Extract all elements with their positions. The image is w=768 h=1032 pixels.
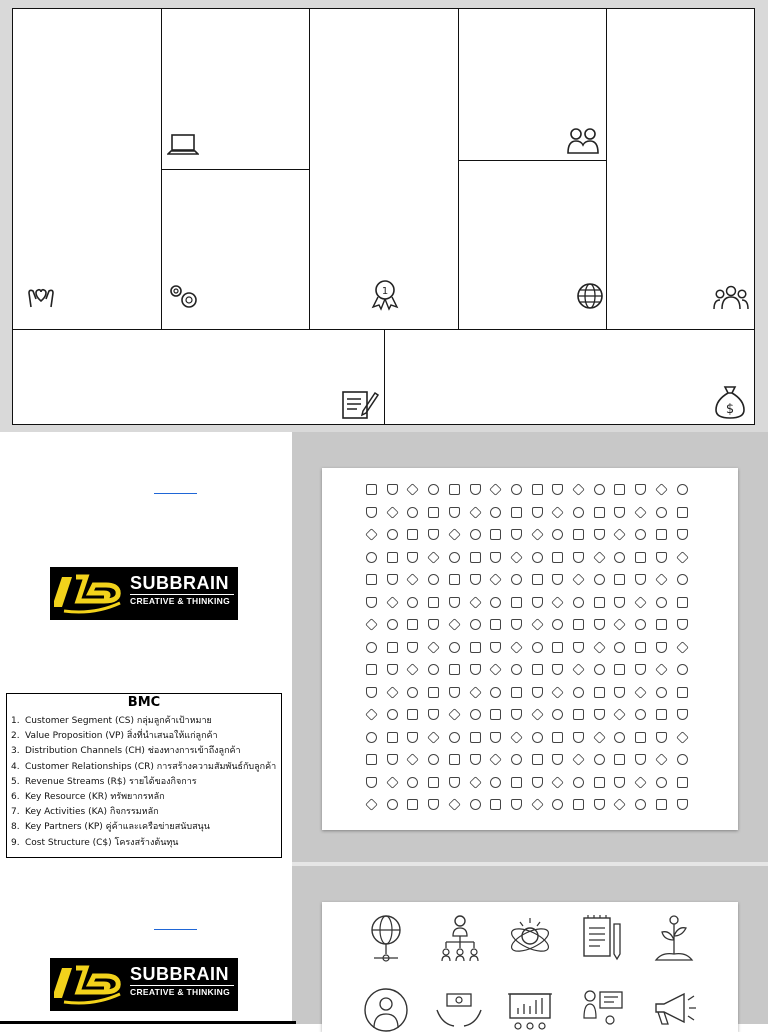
bmc-item-text: Key Resource (KR) ทรัพยากรหลัก: [25, 792, 165, 803]
subbrain-logo-mark-icon-2: [54, 962, 126, 1007]
small-glyph-icon: [532, 777, 543, 788]
people-heart-icon: [566, 127, 600, 155]
bmc-list: [11, 714, 281, 851]
subbrain-logo-2: [50, 958, 238, 1011]
small-glyph-icon: [532, 754, 543, 765]
small-glyph-icon: [490, 597, 501, 608]
small-glyph-icon: [470, 552, 481, 563]
small-glyph-icon: [366, 597, 377, 608]
small-glyph-icon: [594, 799, 605, 810]
small-glyph-icon: [594, 507, 605, 518]
small-glyph-icon: [573, 642, 584, 653]
small-glyph-icon: [449, 754, 460, 765]
document-pen-icon: [341, 389, 379, 421]
businessman-circle-icon: [362, 986, 410, 1032]
small-glyph-icon: [656, 777, 667, 788]
small-glyph-icon: [428, 597, 439, 608]
small-glyph-icon: [449, 507, 460, 518]
small-glyph-icon: [573, 597, 584, 608]
small-glyph-icon: [532, 642, 543, 653]
small-glyph-icon: [677, 777, 688, 788]
small-glyph-icon: [656, 799, 667, 810]
small-glyph-icon: [511, 529, 522, 540]
small-glyph-icon: [407, 732, 418, 743]
small-glyph-icon: [490, 529, 501, 540]
small-glyph-icon: [656, 507, 667, 518]
bmc-legend: [6, 693, 282, 858]
small-glyph-icon: [594, 664, 605, 675]
key-partners-block[interactable]: [12, 8, 162, 330]
small-glyph-icon: [387, 642, 398, 653]
large-icon-sheet-preview: [322, 902, 738, 1032]
small-glyph-icon: [594, 597, 605, 608]
small-glyph-icon: [573, 529, 584, 540]
bmc-item-text: Revenue Streams (R$) รายได้ของกิจการ: [25, 776, 197, 787]
small-glyph-icon: [573, 619, 584, 630]
small-glyph-icon: [614, 687, 625, 698]
small-glyph-icon: [511, 507, 522, 518]
small-glyph-icon: [449, 732, 460, 743]
small-glyph-icon: [470, 664, 481, 675]
bmc-item-number: 2.: [11, 731, 20, 742]
small-glyph-icon: [677, 687, 688, 698]
small-glyph-icon: [511, 799, 522, 810]
small-glyph-icon: [594, 777, 605, 788]
bmc-item-text: Value Proposition (VP) สิ่งที่นำเสนอให้แก่ลูกค้า: [25, 731, 218, 742]
small-glyph-icon: [573, 687, 584, 698]
bmc-item: [11, 744, 281, 759]
logo-brand-text: SUBBRAIN: [130, 573, 230, 593]
small-glyph-icon: [470, 732, 481, 743]
small-glyph-icon: [366, 552, 377, 563]
small-glyph-icon: [470, 529, 481, 540]
small-glyph-icon: [656, 732, 667, 743]
bmc-item-number: 4.: [11, 761, 20, 772]
logo-divider: [130, 594, 234, 595]
small-glyph-icon: [449, 574, 460, 585]
small-glyph-icon: [614, 597, 625, 608]
small-glyph-icon: [387, 709, 398, 720]
growing-plant-icon: [652, 914, 696, 962]
small-glyph-icon: [677, 597, 688, 608]
small-glyph-icon: [449, 484, 460, 495]
small-glyph-icon: [449, 597, 460, 608]
small-glyph-icon: [677, 529, 688, 540]
small-glyph-icon: [532, 552, 543, 563]
value-proposition-block[interactable]: [309, 8, 459, 330]
small-glyph-icon: [366, 574, 377, 585]
small-glyph-icon: [677, 754, 688, 765]
small-glyph-icon: [387, 732, 398, 743]
bmc-item: [11, 729, 281, 744]
bmc-item-text: Distribution Channels (CH) ช่องทางการเข้าถึงลูกค้า: [25, 746, 241, 757]
bmc-item-text: Key Activities (KA) กิจกรรมหลัก: [25, 807, 159, 818]
small-glyph-icon: [656, 709, 667, 720]
small-glyph-icon: [532, 664, 543, 675]
logo-tagline-text-2: CREATIVE & THINKING: [130, 987, 230, 997]
bmc-item: [11, 714, 281, 729]
small-glyph-icon: [407, 597, 418, 608]
small-glyph-icon: [532, 597, 543, 608]
small-glyph-icon: [677, 709, 688, 720]
small-glyph-icon: [614, 574, 625, 585]
small-glyph-icon: [614, 664, 625, 675]
small-glyph-icon: [594, 687, 605, 698]
small-glyph-icon: [366, 484, 377, 495]
small-glyph-icon: [470, 754, 481, 765]
small-glyph-icon: [470, 619, 481, 630]
small-glyph-icon: [470, 642, 481, 653]
award-ribbon-icon: [368, 277, 402, 311]
small-glyph-icon: [573, 732, 584, 743]
laptop-icon: [167, 133, 199, 157]
group-icon: [713, 285, 749, 311]
small-glyph-icon: [677, 799, 688, 810]
bmc-item-number: 5.: [11, 776, 20, 787]
bmc-title: BMC: [127, 695, 161, 710]
small-glyph-icon: [366, 777, 377, 788]
small-glyph-icon: [573, 777, 584, 788]
small-glyph-icon: [470, 574, 481, 585]
globe-network-icon: [368, 914, 404, 962]
small-glyph-icon: [614, 552, 625, 563]
small-glyph-icon: [428, 507, 439, 518]
megaphone-icon: [650, 988, 698, 1032]
small-glyph-icon: [656, 642, 667, 653]
small-glyph-icon: [656, 529, 667, 540]
small-glyph-icon: [656, 597, 667, 608]
small-glyph-icon: [490, 552, 501, 563]
bmc-item: [11, 836, 281, 851]
cost-structure-block[interactable]: [12, 329, 385, 425]
small-glyph-icon: [387, 799, 398, 810]
bmc-item-number: 8.: [11, 822, 20, 833]
small-glyph-icon: [490, 732, 501, 743]
small-glyph-icon: [490, 777, 501, 788]
channels-block[interactable]: [458, 160, 607, 330]
small-glyph-icon: [594, 709, 605, 720]
small-glyph-icon: [449, 552, 460, 563]
small-glyph-icon: [387, 574, 398, 585]
small-glyph-icon: [511, 619, 522, 630]
small-glyph-icon: [449, 664, 460, 675]
bmc-item: [11, 805, 281, 820]
bmc-item-text: Customer Segment (CS) กลุ่มลูกค้าเป้าหมาย: [25, 716, 212, 726]
small-glyph-icon: [594, 529, 605, 540]
small-glyph-icon: [407, 619, 418, 630]
small-glyph-icon: [677, 507, 688, 518]
small-glyph-icon: [407, 552, 418, 563]
small-glyph-icon: [449, 777, 460, 788]
small-glyph-icon: [511, 574, 522, 585]
gears-icon: [167, 282, 201, 312]
small-glyph-icon: [387, 552, 398, 563]
bmc-item: [11, 820, 281, 835]
bmc-item-number: 6.: [11, 792, 20, 803]
bmc-item-number: 3.: [11, 746, 20, 757]
small-glyph-icon: [532, 574, 543, 585]
small-glyph-icon: [387, 664, 398, 675]
small-glyph-icon: [677, 664, 688, 675]
small-glyph-icon: [552, 552, 563, 563]
small-glyph-icon: [511, 484, 522, 495]
small-glyph-icon: [449, 642, 460, 653]
customer-relationships-block[interactable]: [458, 8, 607, 161]
small-glyph-icon: [407, 507, 418, 518]
small-glyph-icon: [366, 754, 377, 765]
small-glyph-icon: [677, 484, 688, 495]
bmc-item: [11, 760, 281, 775]
small-glyph-icon: [677, 619, 688, 630]
hyperlink-underline-2[interactable]: [154, 929, 197, 930]
small-glyph-icon: [635, 642, 646, 653]
hands-heart-icon: [25, 279, 57, 311]
small-glyph-icon: [614, 507, 625, 518]
bmc-item-text: Customer Relationships (CR) การสร้างความสัมพันธ์กับลูกค้า: [25, 761, 277, 772]
small-glyph-icon: [656, 687, 667, 698]
bmc-item-text: Key Partners (KP) คู่ค้าและเครือข่ายสนับสนุน: [25, 822, 210, 833]
small-glyph-icon: [387, 619, 398, 630]
small-glyph-icon: [366, 687, 377, 698]
bmc-item: [11, 790, 281, 805]
svg-text:1: 1: [381, 286, 389, 297]
small-glyph-icon: [470, 799, 481, 810]
small-glyph-icon: [594, 484, 605, 495]
money-bag-icon: [713, 384, 747, 420]
small-glyph-icon: [614, 777, 625, 788]
small-glyph-icon: [532, 484, 543, 495]
small-glyph-icon: [490, 507, 501, 518]
small-glyph-icon: [511, 754, 522, 765]
small-glyph-icon: [470, 484, 481, 495]
small-glyph-icon: [366, 642, 377, 653]
notepad-pencil-icon: [580, 914, 624, 962]
small-glyph-icon: [511, 664, 522, 675]
small-glyph-icon: [552, 732, 563, 743]
small-glyph-icon: [511, 709, 522, 720]
small-glyph-icon: [594, 574, 605, 585]
small-glyph-icon: [366, 732, 377, 743]
key-activities-block[interactable]: [161, 8, 310, 170]
idea-orbit-icon: [508, 914, 552, 962]
presenter-board-icon: [580, 988, 626, 1032]
small-glyph-icon: [656, 619, 667, 630]
key-resources-block[interactable]: [161, 169, 310, 330]
small-glyph-icon: [449, 687, 460, 698]
small-glyph-icon: [407, 687, 418, 698]
small-glyph-icon: [573, 799, 584, 810]
hands-money-icon: [434, 990, 484, 1032]
bmc-item-number: 7.: [11, 807, 20, 818]
revenue-streams-block[interactable]: [384, 329, 755, 425]
small-glyph-icon: [366, 507, 377, 518]
small-glyph-icon: [532, 507, 543, 518]
icon-sheet-preview: [322, 468, 738, 830]
business-model-canvas: [0, 0, 768, 432]
small-glyph-icon: [614, 754, 625, 765]
small-glyph-icon: [511, 597, 522, 608]
hyperlink-underline[interactable]: [154, 493, 197, 494]
bmc-item-text: Cost Structure (C$) โครงสร้างต้นทุน: [25, 837, 179, 848]
small-glyph-icon: [594, 754, 605, 765]
small-glyph-icon: [552, 642, 563, 653]
small-glyph-icon: [407, 799, 418, 810]
small-glyph-icon: [573, 552, 584, 563]
subbrain-logo: [50, 567, 238, 620]
customer-segments-block[interactable]: [606, 8, 755, 330]
presentation-chart-icon: [506, 988, 554, 1032]
small-glyph-icon: [490, 642, 501, 653]
small-glyph-icon: [407, 529, 418, 540]
svg-text:$: $: [725, 402, 735, 417]
panel-divider: [292, 862, 768, 866]
logo-divider-2: [130, 985, 234, 986]
small-glyph-icon: [532, 687, 543, 698]
small-glyph-icon: [573, 507, 584, 518]
subbrain-logo-mark-icon: [54, 571, 126, 616]
small-glyph-icon: [635, 552, 646, 563]
small-glyph-icon: [490, 799, 501, 810]
small-glyph-icon: [407, 709, 418, 720]
small-glyph-icon: [511, 777, 522, 788]
small-glyph-icon: [366, 664, 377, 675]
small-glyph-icon: [490, 687, 501, 698]
small-glyph-icon: [428, 777, 439, 788]
small-glyph-icon: [428, 687, 439, 698]
small-glyph-icon: [387, 484, 398, 495]
small-glyph-icon: [573, 709, 584, 720]
small-glyph-icon: [387, 529, 398, 540]
bmc-item-number: 1.: [11, 716, 20, 726]
small-glyph-icon: [387, 754, 398, 765]
small-glyph-icon: [656, 552, 667, 563]
logo-tagline-text: CREATIVE & THINKING: [130, 596, 230, 606]
small-glyph-icon: [532, 732, 543, 743]
small-glyph-icon: [614, 732, 625, 743]
small-glyph-icon: [614, 642, 625, 653]
small-glyph-icon: [677, 574, 688, 585]
small-glyph-icon: [407, 642, 418, 653]
org-hierarchy-icon: [440, 914, 480, 962]
logo-brand-text-2: SUBBRAIN: [130, 964, 230, 984]
small-glyph-icon: [511, 687, 522, 698]
small-glyph-icon: [490, 709, 501, 720]
globe-icon: [576, 282, 604, 310]
small-glyph-icon: [470, 709, 481, 720]
small-glyph-icon: [407, 777, 418, 788]
bmc-item: [11, 775, 281, 790]
small-glyph-icon: [614, 484, 625, 495]
small-glyph-icon: [490, 619, 501, 630]
small-glyph-icon: [594, 619, 605, 630]
small-glyph-icon: [635, 732, 646, 743]
bmc-item-number: 9.: [11, 837, 20, 848]
